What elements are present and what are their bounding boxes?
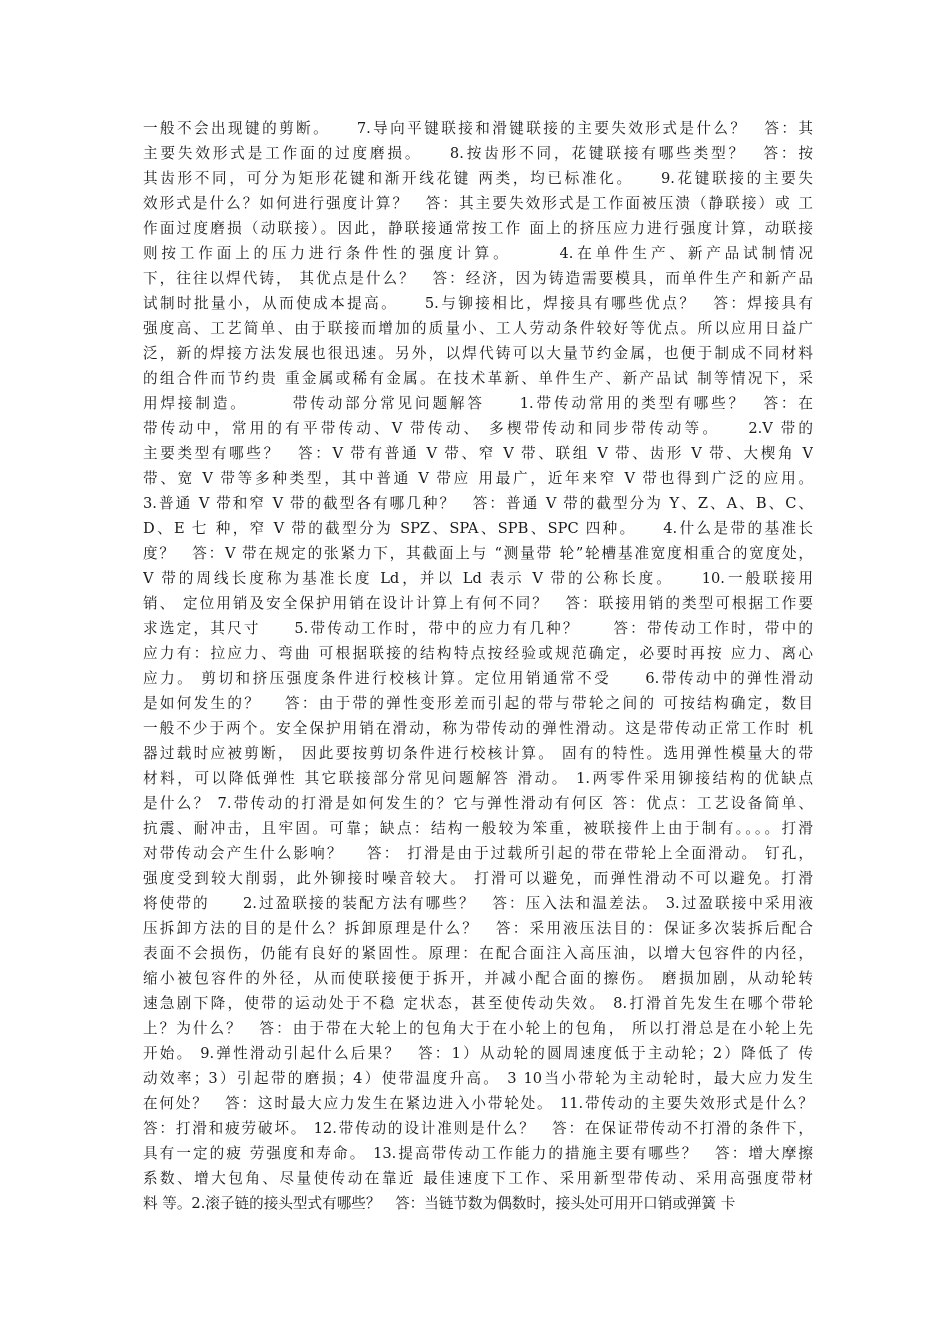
text-line: 带传动中，常用的有平带传动、V 带传动、 多楔带传动和同步带传动等。 2.V 带的 (143, 420, 813, 437)
text-line: 缩小被包容件的外径，从而使联接便于拆开，并减小配合面的擦伤。 磨损加剧，从动轮转 (143, 970, 813, 987)
text-line: 其齿形不同，可分为矩形花键和渐开线花键 两类，均已标准化。 9.花键联接的主要失 (143, 170, 813, 187)
text-line: 对带传动会产生什么影响？ 答： 打滑是由于过载所引起的带在带轮上全面滑动。 钉孔， (143, 845, 813, 862)
text-line: 强度受到较大削弱，此外铆接时噪音较大。 打滑可以避免，而弹性滑动不可以避免。打滑 (143, 870, 813, 887)
text-line: 的组合件而节约贵 重金属或稀有金属。在技术革新、单件生产、新产品试 制等情况下，采 (143, 370, 813, 387)
text-line: 效形式是什么？如何进行强度计算？ 答：其主要失效形式是工作面被压溃（静联接）或 工 (143, 195, 813, 212)
text-line: 器过载时应被剪断， 因此要按剪切条件进行校核计算。 固有的特性。选用弹性模量大的带 (143, 745, 813, 762)
text-line: 下，往往以焊代铸， 其优点是什么？ 答：经济，因为铸造需要模具，而单件生产和新产品 (143, 270, 813, 287)
body-text (143, 116, 813, 1216)
text-line: 应力。 剪切和挤压强度条件进行校核计算。定位用销通常不受 6.带传动中的弹性滑动 (143, 670, 813, 687)
text-line: 在何处？ 答：这时最大应力发生在紧边进入小带轮处。 11.带传动的主要失效形式是什么？ (143, 1095, 813, 1112)
text-line: 具有一定的疲 劳强度和寿命。 13.提高带传动工作能力的措施主要有哪些？ 答：增大摩擦 (143, 1145, 813, 1162)
text-line: 试制时批量小，从而使成本提高。 5.与铆接相比，焊接具有哪些优点？ 答：焊接具有 (143, 295, 813, 312)
text-line: D、E 七 种，窄 V 带的截型分为 SPZ、SPA、SPB、SPC 四种。 4.什么是带的基准长 (143, 520, 813, 537)
text-line: 3.普通 V 带和窄 V 带的截型各有哪几种？ 答：普通 V 带的截型分为 Y、Z、A、B、C、 (143, 495, 813, 512)
text-line: 度？ 答：V 带在规定的张紧力下，其截面上与 “测量带 轮”轮槽基准宽度相重合的宽度处， (143, 545, 813, 562)
text-line: 一般不少于两个。安全保护用销在滑动，称为带传动的弹性滑动。这是带传动正常工作时 机 (143, 720, 813, 737)
text-line: 销、 定位用销及安全保护用销在设计计算上有何不同？ 答：联接用销的类型可根据工作要 (143, 595, 813, 612)
text-line: 材料，可以降低弹性 其它联接部分常见问题解答 滑动。 1.两零件采用铆接结构的优缺点 (143, 770, 813, 787)
text-line: 动效率；3）引起带的磨损；4）使带温度升高。 3 10当小带轮为主动轮时，最大应力发生 (143, 1070, 813, 1087)
text-line: 带、宽 V 带等多种类型，其中普通 V 带应 用最广，近年来窄 V 带也得到广泛的应用。 (143, 470, 813, 487)
text-line: 用焊接制造。 带传动部分常见问题解答 1.带传动常用的类型有哪些？ 答：在 (143, 395, 813, 412)
text-line: 开始。 9.弹性滑动引起什么后果？ 答：1）从动轮的圆周速度低于主动轮；2）降低了 传 (143, 1045, 813, 1062)
text-line: 表面不会损伤，仍能有良好的紧固性。原理：在配合面注入高压油，以增大包容件的内径， (143, 945, 813, 962)
text-line: 则按工作面上的压力进行条件性的强度计算。 4.在单件生产、新产品试制情况 (143, 245, 813, 262)
text-line: V 带的周线长度称为基准长度 Ld，并以 Ld 表示 V 带的公称长度。 10.一般联接用 (143, 570, 813, 587)
text-line: 压拆卸方法的目的是什么？拆卸原理是什么？ 答：采用液压法目的：保证多次装拆后配合 (143, 920, 813, 937)
text-line: 主要失效形式是工作面的过度磨损。 8.按齿形不同，花键联接有哪些类型？ 答：按 (143, 145, 813, 162)
text-line: 上？为什么？ 答：由于带在大轮上的包角大于在小轮上的包角， 所以打滑总是在小轮上先 (143, 1020, 813, 1037)
text-line: 主要类型有哪些？ 答：V 带有普通 V 带、窄 V 带、联组 V 带、齿形 V 带、大楔角 V (143, 445, 813, 462)
text-line: 将使带的 2.过盈联接的装配方法有哪些？ 答：压入法和温差法。 3.过盈联接中采用液 (143, 895, 813, 912)
text-line: 作面过度磨损（动联接）。因此，静联接通常按工作 面上的挤压应力进行强度计算，动联接 (143, 220, 813, 237)
text-line: 应力有：拉应力、弯曲 可根据联接的结构特点按经验或规范确定，必要时再按 应力、离心 (143, 645, 813, 662)
text-line: 答：打滑和疲劳破坏。 12.带传动的设计准则是什么？ 答：在保证带传动不打滑的条件下， (143, 1120, 813, 1137)
text-line: 速急剧下降，使带的运动处于不稳 定状态，甚至使传动失效。 8.打滑首先发生在哪个带轮 (143, 995, 813, 1012)
text-line: 是什么？ 7.带传动的打滑是如何发生的？它与弹性滑动有何区 答：优点：工艺设备简单、 (143, 795, 813, 812)
text-line: 一般不会出现键的剪断。 7.导向平键联接和滑键联接的主要失效形式是什么？ 答：其 (143, 120, 813, 137)
text-line: 抗震、耐冲击，且牢固。可靠；缺点：结构一般较为笨重，被联接件上由于制有。。。。打滑 (143, 820, 813, 837)
text-line: 求选定，其尺寸 5.带传动工作时，带中的应力有几种？ 答：带传动工作时，带中的 (143, 620, 813, 637)
text-line: 泛，新的焊接方法发展也很迅速。另外，以焊代铸可以大量节约金属，也便于制成不同材料 (143, 345, 813, 362)
text-line: 强度高、工艺简单、由于联接而增加的质量小、工人劳动条件较好等优点。所以应用日益广 (143, 320, 813, 337)
text-line: 料 等。2.滚子链的接头型式有哪些？ 答：当链节数为偶数时，接头处可用开口销或弹簧 卡 (143, 1195, 736, 1212)
text-line: 是如何发生的？ 答：由于带的弹性变形差而引起的带与带轮之间的 可按结构确定，数目 (143, 695, 813, 712)
text-line: 系数、增大包角、尽量使传动在靠近 最佳速度下工作、采用新型带传动、采用高强度带材 (143, 1170, 813, 1187)
